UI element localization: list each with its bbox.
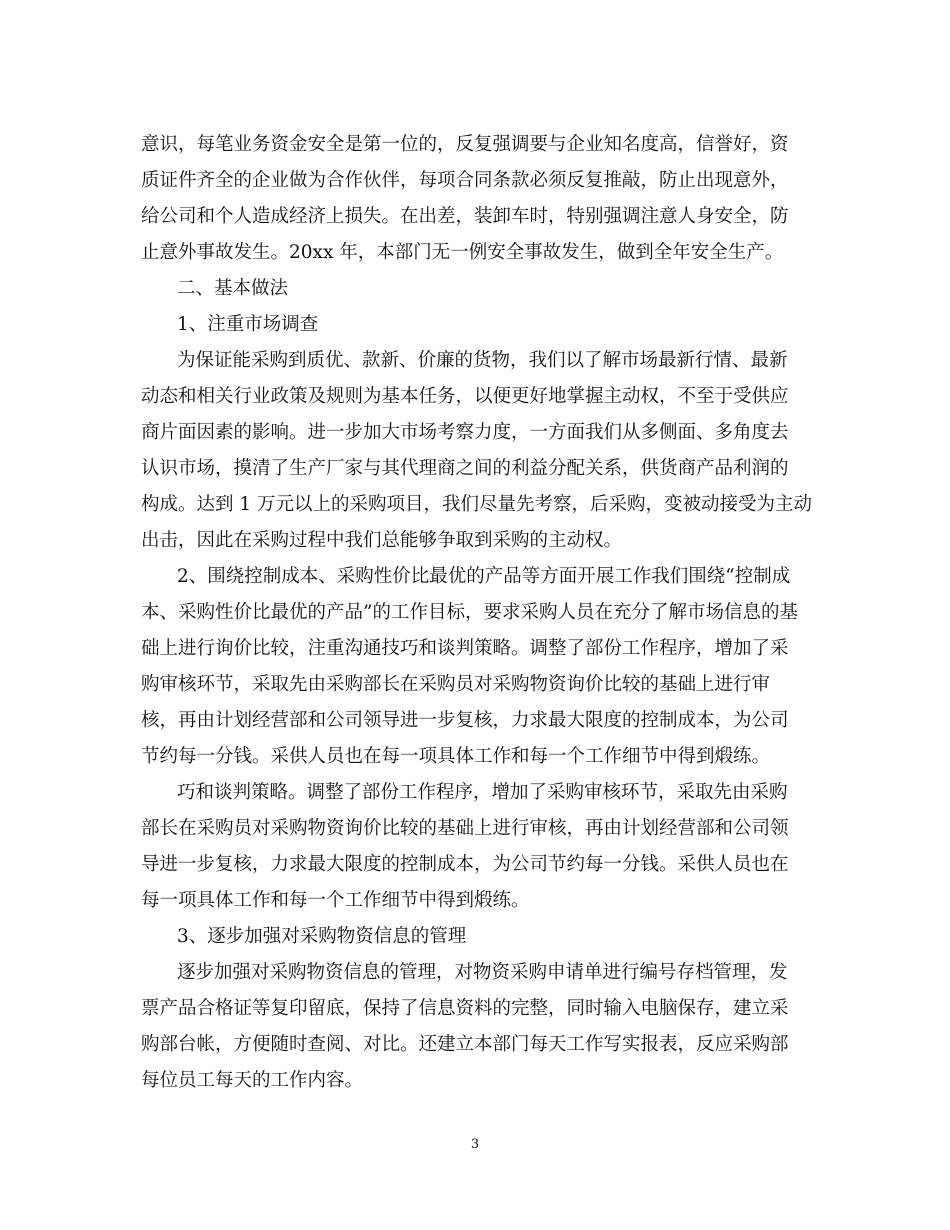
body-line: 本、采购性价比最优的产品”的工作目标，要求采购人员在充分了解市场信息的基 [141,602,798,623]
body-line: 逐步加强对采购物资信息的管理，对物资采购申请单进行编号存档管理，发 [177,962,788,983]
body-line: 购审核环节，采取先由采购部长在采购员对采购物资询价比较的基础上进行审 [141,674,771,695]
page-number: 3 [470,1137,480,1152]
body-line: 核，再由计划经营部和公司领导进一步复核，力求最大限度的控制成本，为公司 [141,710,789,731]
subsection-heading: 1、注重市场调查 [177,314,319,335]
body-line: 意识，每笔业务资金安全是第一位的，反复强调要与企业知名度高，信誉好，资 [141,134,789,155]
body-line: 每一项具体工作和每一个工作细节中得到煅练。 [141,890,530,911]
body-line: 巧和谈判策略。调整了部份工作程序，增加了采购审核环节，采取先由采购 [177,782,788,803]
body-line: 止意外事故发生。20xx 年，本部门无一例安全事故发生，做到全年安全生产。 [141,242,784,263]
body-line: 节约每一分钱。采供人员也在每一项具体工作和每一个工作细节中得到煅练。 [141,746,771,767]
body-line: 购部台帐，方便随时查阅、对比。还建立本部门每天工作写实报表，反应采购部 [141,1034,789,1055]
body-line: 每位员工每天的工作内容。 [141,1070,364,1091]
body-line: 础上进行询价比较，注重沟通技巧和谈判策略。调整了部份工作程序，增加了采 [141,638,789,659]
body-line: 质证件齐全的企业做为合作伙伴，每项合同条款必须反复推敲，防止出现意外， [141,170,789,191]
body-line: 票产品合格证等复印留底，保持了信息资料的完整，同时输入电脑保存，建立采 [141,998,789,1019]
subsection-heading: 2、围绕控制成本、采购性价比最优的产品等方面开展工作我们围绕“控制成 [177,566,791,587]
subsection-heading: 3、逐步加强对采购物资信息的管理 [177,926,467,947]
body-line: 出击，因此在采购过程中我们总能够争取到采购的主动权。 [141,530,623,551]
body-line: 认识市场，摸清了生产厂家与其代理商之间的利益分配关系，供货商产品利润的 [141,458,789,479]
body-line: 动态和相关行业政策及规则为基本任务，以便更好地掌握主动权，不至于受供应 [141,386,789,407]
body-line: 商片面因素的影响。进一步加大市场考察力度，一方面我们从多侧面、多角度去 [141,422,789,443]
body-line: 构成。达到 1 万元以上的采购项目，我们尽量先考察，后采购，变被动接受为主动 [141,494,813,515]
body-line: 给公司和个人造成经济上损失。在出差，装卸车时，特别强调注意人身安全，防 [141,206,789,227]
body-line: 为保证能采购到质优、款新、价廉的货物，我们以了解市场最新行情、最新 [177,350,788,371]
section-heading: 二、基本做法 [177,278,289,299]
body-line: 导进一步复核，力求最大限度的控制成本，为公司节约每一分钱。采供人员也在 [141,854,789,875]
body-line: 部长在采购员对采购物资询价比较的基础上进行审核，再由计划经营部和公司领 [141,818,789,839]
